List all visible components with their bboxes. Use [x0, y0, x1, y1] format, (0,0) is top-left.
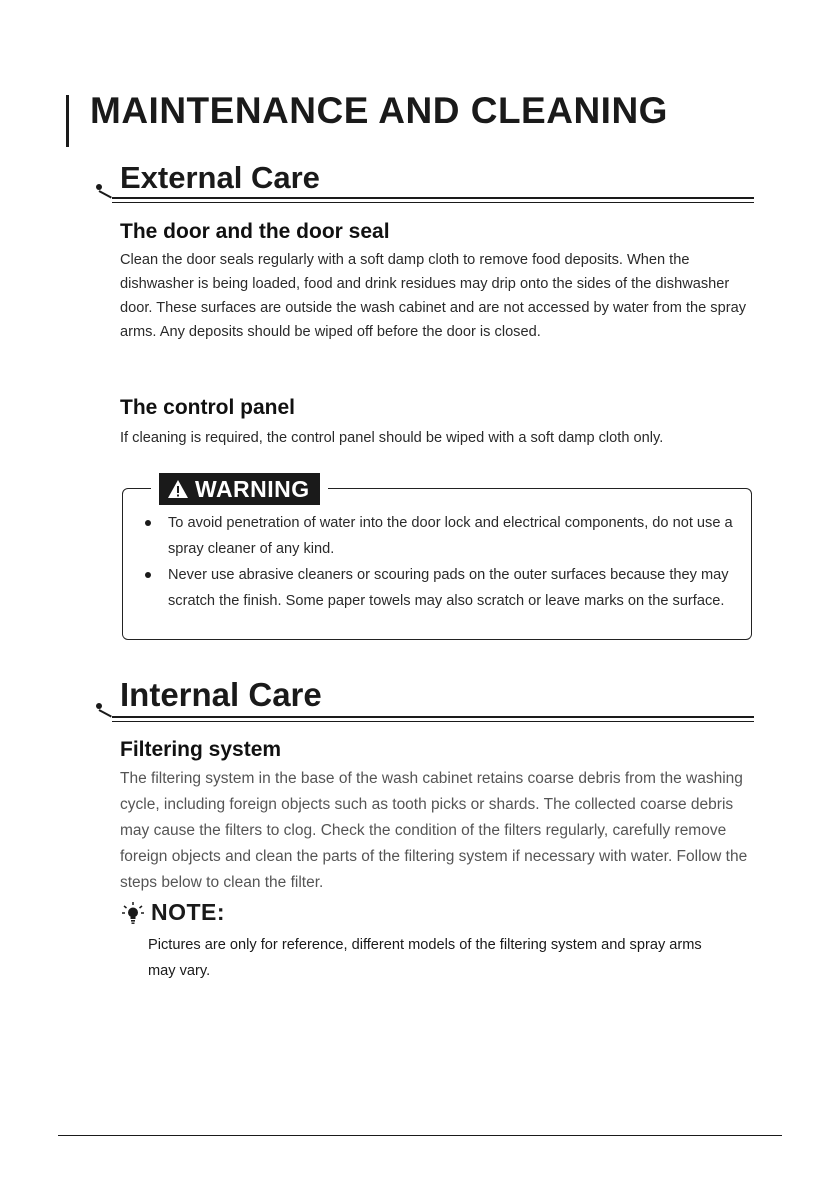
warning-item: [140, 510, 740, 562]
warning-label-text: WARNING: [195, 475, 310, 502]
note-text: Pictures are only for reference, different models of the filtering system and spray arms may vary.: [148, 937, 702, 979]
warning-list: [140, 510, 740, 614]
control-panel-text: If cleaning is required, the control panel should be wiped with a soft damp cloth only.: [120, 430, 664, 446]
section-tick: [99, 709, 112, 717]
footer-rule: [58, 1135, 782, 1136]
section-title-external: External Care: [120, 160, 320, 195]
page-title: MAINTENANCE AND CLEANING: [90, 90, 668, 131]
bullet-icon: [145, 520, 151, 526]
warning-item-text: To avoid penetration of water into the door lock and electrical components, do not use a spray cleaner of any kind.: [168, 515, 733, 557]
filtering-system-text: The filtering system in the base of the wash cabinet retains coarse debris from the washing cycle, including foreign objects such as tooth picks or shards. The collected coarse debris may cause the filters to clog. Check the condition of the filters regularly, carefully remove foreign objects and clean the parts of the filtering system if necessary with water. Follow the steps below to clean the filter.: [120, 770, 748, 891]
section-rule-thin: [112, 721, 754, 722]
section-tick: [99, 190, 112, 198]
section-rule: [112, 716, 754, 718]
section-rule: [112, 197, 754, 199]
note-heading: [121, 899, 225, 926]
warning-item-text: Never use abrasive cleaners or scouring pads on the outer surfaces because they may scratch the finish. Some paper towels may also scratch or leave marks on the surface.: [168, 567, 729, 609]
lightbulb-icon: [121, 901, 145, 925]
door-seal-heading: The door and the door seal: [120, 220, 390, 243]
filtering-system-heading: Filtering system: [120, 738, 282, 761]
section-rule-thin: [112, 202, 754, 203]
warning-item: [140, 562, 740, 614]
note-label: NOTE:: [151, 899, 226, 925]
title-accent-bar: [66, 95, 69, 147]
section-title-internal: Internal Care: [120, 676, 322, 713]
warning-triangle-icon: [167, 479, 189, 499]
bullet-icon: [145, 572, 151, 578]
door-seal-text: Clean the door seals regularly with a soft damp cloth to remove food deposits. When the dishwasher is being loaded, food and drink residues may drip onto the sides of the dishwasher door. These surfaces are outside the wash cabinet and are not accessed by water from the spray arms. Any deposits should be wiped off before the door is closed.: [120, 252, 746, 340]
control-panel-heading: The control panel: [120, 396, 296, 419]
warning-label: [159, 473, 320, 505]
